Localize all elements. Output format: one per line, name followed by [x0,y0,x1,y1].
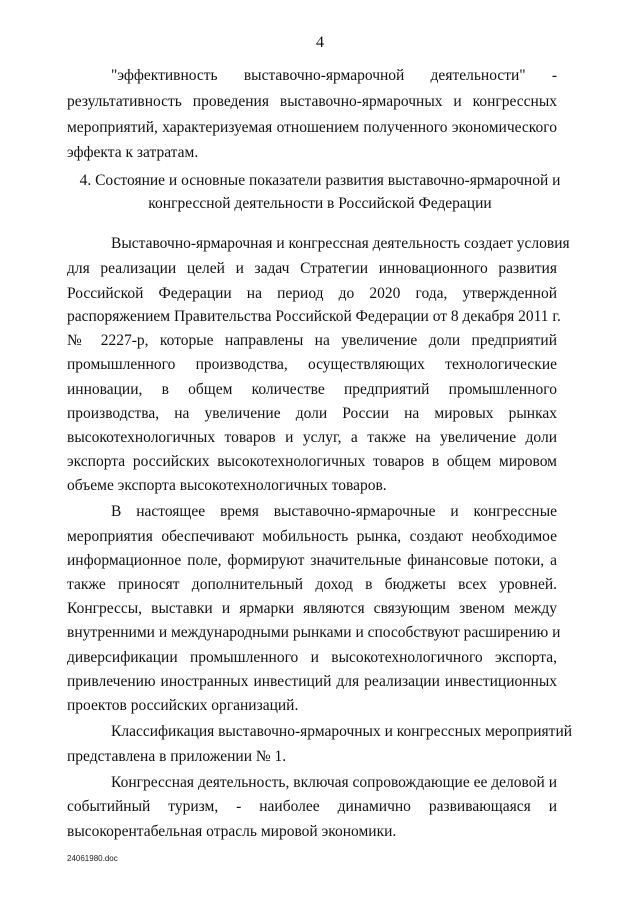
heading-line: 4. Состояние и основные показатели развития выставочно-ярмарочной и [79,172,561,189]
text-line: привлечению иностранных инвестиций для реализации инвестиционных [67,673,557,690]
text-line: Конгрессы, выставки и ярмарки являются связующим звеном между [67,600,557,617]
text-line: Российской Федерации на период до 2020 года, утвержденной [67,285,557,302]
text-line: представлена в приложении № 1. [67,748,287,765]
text-line: распоряжением Правительства Российской Федерации от 8 декабря 2011 г. [67,308,561,325]
text-line: также приносят дополнительный доход в бюджеты всех уровней. [67,576,557,593]
text-line: Конгрессная деятельность, включая сопровождающие ее деловой и [111,774,557,791]
text-line: высокорентабельная отрасль мировой экономики. [67,823,397,840]
text-line: В настоящее время выставочно-ярмарочные и конгрессные [111,503,557,520]
text-line: промышленного производства, осуществляющих технологические [67,356,557,373]
text-line: для реализации целей и задач Стратегии инновационного развития [67,260,557,277]
text-line: мероприятий, характеризуемая отношением полученного экономического [67,119,557,136]
text-line: "эффективность выставочно-ярмарочной деятельности" - [111,67,557,84]
text-line: результативность проведения выставочно-ярмарочных и конгрессных [67,93,557,110]
document-filename: 24061980.doc [67,854,118,863]
text-line: событийный туризм, - наиболее динамично развивающаяся и [67,798,557,815]
text-line: проектов российских организаций. [67,697,299,714]
text-line: производства, на увеличение доли России на мировых рынках [67,405,557,422]
text-line: № 2227-р, которые направлены на увеличение доли предприятий [67,332,557,349]
text-line: высокотехнологичных товаров и услуг, а также на увеличение доли [67,429,557,446]
text-line: экспорта российских высокотехнологичных товаров в общем мировом [67,453,557,470]
text-line: объеме экспорта высокотехнологичных товаров. [67,477,387,494]
text-line: мероприятия обеспечивают мобильность рынка, создают необходимое [67,528,557,545]
text-line: информационное поле, формируют значительные финансовые потоки, а [67,552,557,569]
text-line: эффекта к затратам. [67,144,199,161]
heading-line: конгрессной деятельности в Российской Федерации [148,195,492,212]
text-line: Выставочно-ярмарочная и конгрессная деятельность создает условия [111,235,570,252]
page-number: 4 [316,34,324,51]
text-line: диверсификации промышленного и высокотехнологичного экспорта, [67,649,557,666]
text-line: внутренними и международными рынками и способствуют расширению и [67,624,561,641]
text-line: Классификация выставочно-ярмарочных и конгрессных мероприятий [111,723,573,740]
text-line: инновации, в общем количестве предприятий промышленного [67,381,557,398]
